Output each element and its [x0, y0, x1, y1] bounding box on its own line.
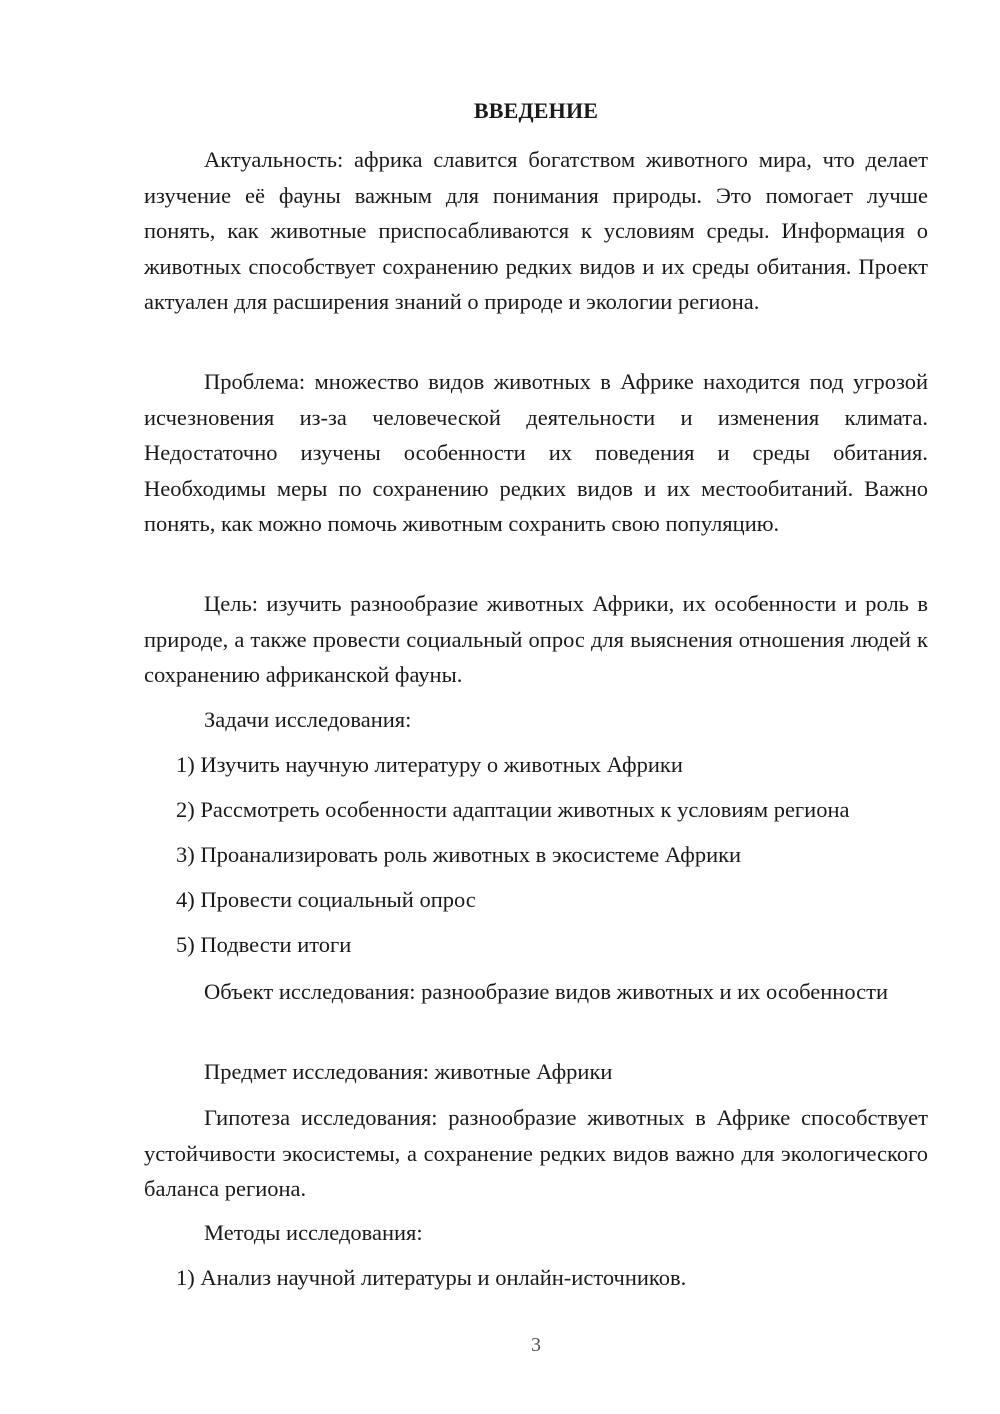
subject-paragraph: Предмет исследования: животные Африки — [204, 1059, 613, 1084]
task-item: 4) Провести социальный опрос — [176, 887, 476, 912]
goal-paragraph: Цель: изучить разнообразие животных Африки, их особенности и роль в природе, а также провести социальный опрос для выяснения отношения людей к сохранению африканской фауны. — [144, 591, 928, 687]
page-number: 3 — [531, 1334, 541, 1356]
tasks-heading: Задачи исследования: — [204, 707, 412, 732]
method-item: 1) Анализ научной литературы и онлайн-источников. — [176, 1265, 687, 1290]
relevance-paragraph: Актуальность: африка славится богатством животного мира, что делает изучение её фауны важным для понимания природы. Это помогает лучше понять, как животные приспосабливаются к условиям среды. Информация о животных способствует сохранению редких видов и их среды обитания. Проект актуален для расширения знаний о природе и экологии региона. — [144, 147, 928, 314]
object-paragraph: Объект исследования: разнообразие видов животных и их особенности — [204, 979, 888, 1004]
task-item: 3) Проанализировать роль животных в экосистеме Африки — [176, 842, 742, 867]
problem-paragraph: Проблема: множество видов животных в Африке находится под угрозой исчезновения из-за человеческой деятельности и изменения климата. Недостаточно изучены особенности их поведения и среды обитания. Необходимы меры по сохранению редких видов и их местообитаний. Важно понять, как можно помочь животным сохранить свою популяцию. — [144, 369, 928, 536]
task-item: 1) Изучить научную литературу о животных Африки — [176, 752, 683, 777]
methods-heading: Методы исследования: — [204, 1220, 423, 1245]
task-item: 5) Подвести итоги — [176, 932, 352, 957]
task-item: 2) Рассмотреть особенности адаптации животных к условиям региона — [176, 797, 850, 822]
document-page — [144, 0, 928, 1414]
section-title: ВВЕДЕНИЕ — [473, 98, 599, 123]
hypothesis-paragraph: Гипотеза исследования: разнообразие животных в Африке способствует устойчивости экосистемы, а сохранение редких видов важно для экологического баланса региона. — [144, 1105, 928, 1201]
